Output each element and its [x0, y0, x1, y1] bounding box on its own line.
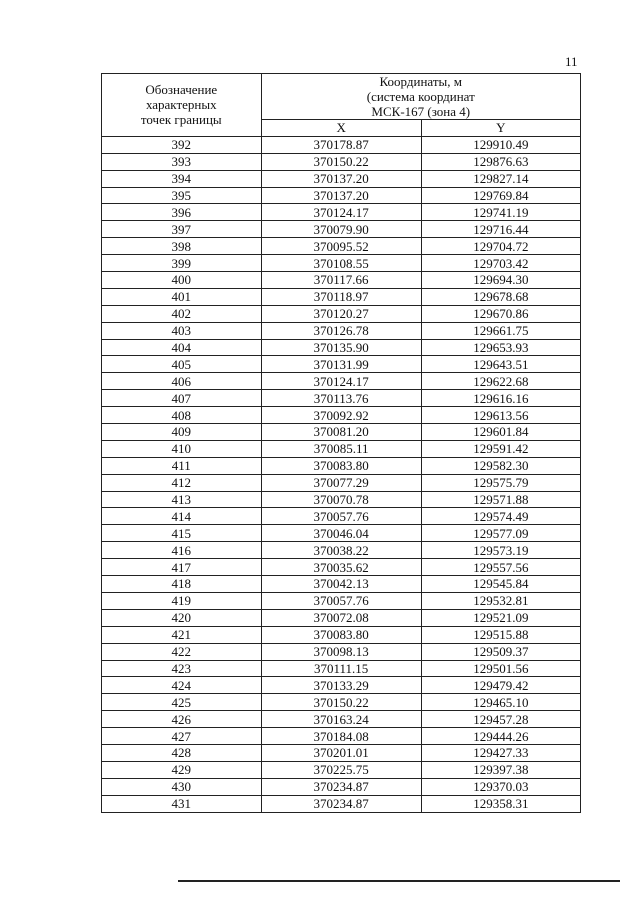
x-coordinate-cell: 370234.87 — [261, 795, 421, 812]
point-number-cell: 394 — [102, 170, 262, 187]
point-number-cell: 430 — [102, 778, 262, 795]
y-coordinate-cell: 129591.42 — [421, 440, 580, 457]
x-coordinate-cell: 370108.55 — [261, 255, 421, 272]
table-row — [102, 136, 581, 153]
point-number-cell: 401 — [102, 288, 262, 305]
x-coordinate-cell: 370081.20 — [261, 424, 421, 441]
point-number-cell: 393 — [102, 153, 262, 170]
y-coordinate-cell: 129704.72 — [421, 238, 580, 255]
coordinates-table — [101, 73, 581, 813]
point-number-cell: 428 — [102, 744, 262, 761]
point-label-header — [102, 74, 262, 137]
point-number-cell: 418 — [102, 576, 262, 593]
x-coordinate-cell: 370083.80 — [261, 626, 421, 643]
x-coordinate-cell: 370046.04 — [261, 525, 421, 542]
table-row — [102, 694, 581, 711]
y-coordinate-cell: 129397.38 — [421, 761, 580, 778]
point-number-cell: 399 — [102, 255, 262, 272]
x-coordinate-cell: 370095.52 — [261, 238, 421, 255]
x-coordinate-cell: 370178.87 — [261, 136, 421, 153]
x-coordinate-cell: 370137.20 — [261, 187, 421, 204]
point-number-cell: 400 — [102, 272, 262, 289]
y-column-header: Y — [421, 120, 580, 137]
x-coordinate-cell: 370111.15 — [261, 660, 421, 677]
y-coordinate-cell: 129515.88 — [421, 626, 580, 643]
x-coordinate-cell: 370201.01 — [261, 744, 421, 761]
x-coordinate-cell: 370057.76 — [261, 508, 421, 525]
x-coordinate-cell: 370131.99 — [261, 356, 421, 373]
table-row — [102, 373, 581, 390]
x-coordinate-cell: 370118.97 — [261, 288, 421, 305]
point-label-line: характерных — [145, 97, 217, 113]
y-coordinate-cell: 129703.42 — [421, 255, 580, 272]
y-coordinate-cell: 129370.03 — [421, 778, 580, 795]
y-coordinate-cell: 129601.84 — [421, 424, 580, 441]
x-coordinate-cell: 370070.78 — [261, 491, 421, 508]
y-coordinate-cell: 129521.09 — [421, 609, 580, 626]
x-coordinate-cell: 370113.76 — [261, 390, 421, 407]
y-coordinate-cell: 129557.56 — [421, 559, 580, 576]
point-number-cell: 397 — [102, 221, 262, 238]
y-coordinate-cell: 129479.42 — [421, 677, 580, 694]
x-column-header: X — [261, 120, 421, 137]
y-coordinate-cell: 129444.26 — [421, 728, 580, 745]
point-number-cell: 410 — [102, 440, 262, 457]
table-row — [102, 440, 581, 457]
x-coordinate-cell: 370057.76 — [261, 592, 421, 609]
point-number-cell: 431 — [102, 795, 262, 812]
y-coordinate-cell: 129661.75 — [421, 322, 580, 339]
table-row — [102, 221, 581, 238]
point-number-cell: 424 — [102, 677, 262, 694]
y-coordinate-cell: 129876.63 — [421, 153, 580, 170]
table-row — [102, 761, 581, 778]
x-coordinate-cell: 370035.62 — [261, 559, 421, 576]
x-coordinate-cell: 370150.22 — [261, 694, 421, 711]
point-number-cell: 407 — [102, 390, 262, 407]
y-coordinate-cell: 129678.68 — [421, 288, 580, 305]
y-coordinate-cell: 129827.14 — [421, 170, 580, 187]
x-coordinate-cell: 370124.17 — [261, 373, 421, 390]
coordinates-title-line: МСК-167 (зона 4) — [371, 104, 471, 119]
point-number-cell: 402 — [102, 305, 262, 322]
table-row — [102, 728, 581, 745]
table-row — [102, 187, 581, 204]
table-row — [102, 542, 581, 559]
point-number-cell: 419 — [102, 592, 262, 609]
x-coordinate-cell: 370135.90 — [261, 339, 421, 356]
x-coordinate-cell: 370079.90 — [261, 221, 421, 238]
point-number-cell: 414 — [102, 508, 262, 525]
table-row — [102, 339, 581, 356]
point-number-cell: 415 — [102, 525, 262, 542]
point-number-cell: 426 — [102, 711, 262, 728]
y-coordinate-cell: 129427.33 — [421, 744, 580, 761]
x-coordinate-cell: 370117.66 — [261, 272, 421, 289]
table-row — [102, 677, 581, 694]
table-row — [102, 272, 581, 289]
y-coordinate-cell: 129622.68 — [421, 373, 580, 390]
point-number-cell: 408 — [102, 407, 262, 424]
point-number-cell: 396 — [102, 204, 262, 221]
y-coordinate-cell: 129670.86 — [421, 305, 580, 322]
x-coordinate-cell: 370120.27 — [261, 305, 421, 322]
point-number-cell: 413 — [102, 491, 262, 508]
table-row — [102, 153, 581, 170]
point-number-cell: 425 — [102, 694, 262, 711]
y-coordinate-cell: 129643.51 — [421, 356, 580, 373]
y-coordinate-cell: 129694.30 — [421, 272, 580, 289]
x-coordinate-cell: 370184.08 — [261, 728, 421, 745]
table-row — [102, 491, 581, 508]
table-body — [102, 136, 581, 812]
y-coordinate-cell: 129501.56 — [421, 660, 580, 677]
point-number-cell: 403 — [102, 322, 262, 339]
y-coordinate-cell: 129575.79 — [421, 474, 580, 491]
y-coordinate-cell: 129574.49 — [421, 508, 580, 525]
point-number-cell: 404 — [102, 339, 262, 356]
table-row — [102, 255, 581, 272]
table-row — [102, 238, 581, 255]
table-row — [102, 288, 581, 305]
point-number-cell: 421 — [102, 626, 262, 643]
x-coordinate-cell: 370072.08 — [261, 609, 421, 626]
table-row — [102, 609, 581, 626]
table-row — [102, 643, 581, 660]
y-coordinate-cell: 129457.28 — [421, 711, 580, 728]
x-coordinate-cell: 370042.13 — [261, 576, 421, 593]
point-number-cell: 392 — [102, 136, 262, 153]
point-number-cell: 417 — [102, 559, 262, 576]
point-number-cell: 420 — [102, 609, 262, 626]
x-coordinate-cell: 370038.22 — [261, 542, 421, 559]
table-row — [102, 592, 581, 609]
y-coordinate-cell: 129769.84 — [421, 187, 580, 204]
x-coordinate-cell: 370150.22 — [261, 153, 421, 170]
coordinates-title-line: Координаты, м — [379, 74, 462, 89]
point-number-cell: 427 — [102, 728, 262, 745]
table-row — [102, 660, 581, 677]
x-coordinate-cell: 370092.92 — [261, 407, 421, 424]
table-row — [102, 525, 581, 542]
point-number-cell: 412 — [102, 474, 262, 491]
y-coordinate-cell: 129509.37 — [421, 643, 580, 660]
point-number-cell: 398 — [102, 238, 262, 255]
table-row — [102, 778, 581, 795]
point-number-cell: 423 — [102, 660, 262, 677]
point-number-cell: 395 — [102, 187, 262, 204]
y-coordinate-cell: 129532.81 — [421, 592, 580, 609]
table-row — [102, 204, 581, 221]
table-header-row — [102, 74, 581, 120]
table-row — [102, 457, 581, 474]
coordinates-header — [261, 74, 580, 120]
page-number: 11 — [565, 54, 578, 69]
point-number-cell: 416 — [102, 542, 262, 559]
table-row — [102, 170, 581, 187]
x-coordinate-cell: 370225.75 — [261, 761, 421, 778]
table-row — [102, 407, 581, 424]
coordinates-title-line: (система координат — [366, 89, 475, 104]
x-coordinate-cell: 370133.29 — [261, 677, 421, 694]
y-coordinate-cell: 129741.19 — [421, 204, 580, 221]
point-number-cell: 422 — [102, 643, 262, 660]
y-coordinate-cell: 129582.30 — [421, 457, 580, 474]
table-row — [102, 626, 581, 643]
x-coordinate-cell: 370126.78 — [261, 322, 421, 339]
y-coordinate-cell: 129716.44 — [421, 221, 580, 238]
x-coordinate-cell: 370083.80 — [261, 457, 421, 474]
y-coordinate-cell: 129613.56 — [421, 407, 580, 424]
table-row — [102, 576, 581, 593]
footer-divider — [178, 880, 620, 882]
table-row — [102, 305, 581, 322]
table-row — [102, 795, 581, 812]
table-row — [102, 711, 581, 728]
x-coordinate-cell: 370077.29 — [261, 474, 421, 491]
point-number-cell: 429 — [102, 761, 262, 778]
x-coordinate-cell: 370085.11 — [261, 440, 421, 457]
table-row — [102, 356, 581, 373]
y-coordinate-cell: 129573.19 — [421, 542, 580, 559]
table-row — [102, 390, 581, 407]
table-row — [102, 424, 581, 441]
y-coordinate-cell: 129616.16 — [421, 390, 580, 407]
x-coordinate-cell: 370124.17 — [261, 204, 421, 221]
x-coordinate-cell: 370163.24 — [261, 711, 421, 728]
table-row — [102, 322, 581, 339]
point-label-line: точек границы — [140, 112, 222, 128]
y-coordinate-cell: 129910.49 — [421, 136, 580, 153]
x-coordinate-cell: 370137.20 — [261, 170, 421, 187]
y-coordinate-cell: 129577.09 — [421, 525, 580, 542]
y-coordinate-cell: 129545.84 — [421, 576, 580, 593]
point-number-cell: 409 — [102, 424, 262, 441]
y-coordinate-cell: 129653.93 — [421, 339, 580, 356]
point-number-cell: 405 — [102, 356, 262, 373]
x-coordinate-cell: 370234.87 — [261, 778, 421, 795]
table-row — [102, 744, 581, 761]
table-row — [102, 474, 581, 491]
table-row — [102, 559, 581, 576]
y-coordinate-cell: 129571.88 — [421, 491, 580, 508]
point-label-line: Обозначение — [145, 82, 218, 98]
table-row — [102, 508, 581, 525]
point-number-cell: 406 — [102, 373, 262, 390]
y-coordinate-cell: 129358.31 — [421, 795, 580, 812]
y-coordinate-cell: 129465.10 — [421, 694, 580, 711]
x-coordinate-cell: 370098.13 — [261, 643, 421, 660]
point-number-cell: 411 — [102, 457, 262, 474]
